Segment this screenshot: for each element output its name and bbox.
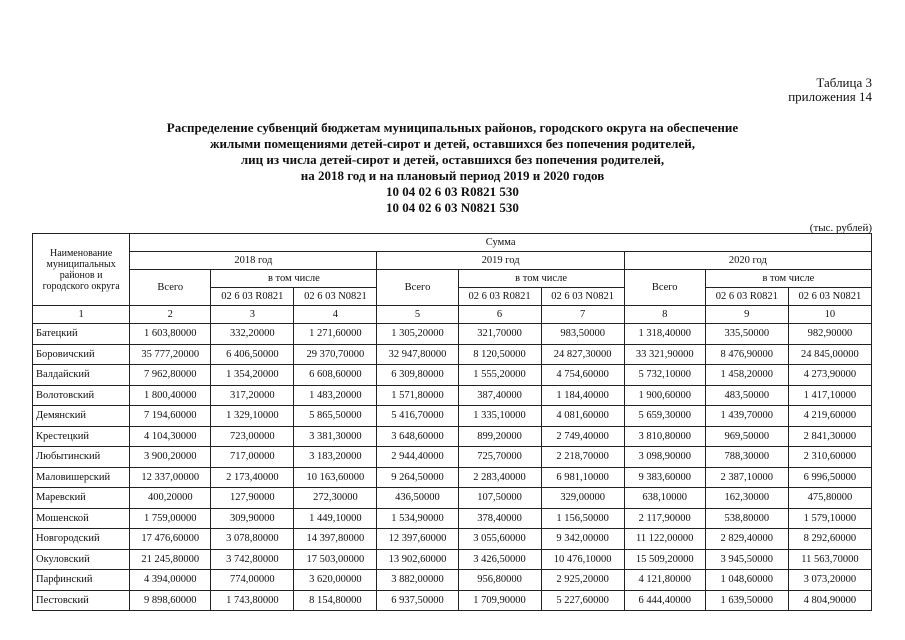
amount-cell: 956,80000 (458, 570, 541, 591)
title-line-2: жилыми помещениями детей-сирот и детей, оставшихся без попечения родителей, (210, 136, 695, 151)
amount-cell: 5 227,60000 (541, 590, 624, 611)
amount-cell: 335,50000 (705, 324, 788, 345)
amount-cell: 4 081,60000 (541, 406, 624, 427)
amount-cell: 33 321,90000 (624, 344, 705, 365)
amount-cell: 3 073,20000 (788, 570, 871, 591)
amount-cell: 9 383,60000 (624, 467, 705, 488)
amount-cell: 9 898,60000 (130, 590, 211, 611)
column-number: 7 (541, 306, 624, 324)
table-row (33, 447, 872, 468)
district-name-cell: Валдайский (33, 365, 130, 386)
amount-cell: 12 337,00000 (130, 467, 211, 488)
amount-cell: 35 777,20000 (130, 344, 211, 365)
amount-cell: 127,90000 (211, 488, 294, 509)
amount-cell: 8 292,60000 (788, 529, 871, 550)
amount-cell: 2 829,40000 (705, 529, 788, 550)
amount-cell: 3 183,20000 (294, 447, 377, 468)
amount-cell: 1 603,80000 (130, 324, 211, 345)
amount-cell: 3 055,60000 (458, 529, 541, 550)
table-number: Таблица 3 (816, 75, 872, 90)
amount-cell: 3 900,20000 (130, 447, 211, 468)
amount-cell: 10 476,10000 (541, 549, 624, 570)
column-number: 2 (130, 306, 211, 324)
amount-cell: 1 335,10000 (458, 406, 541, 427)
table-row (33, 570, 872, 591)
header-name: Наименование муниципальных районов и городского округа (33, 234, 130, 306)
amount-cell: 3 098,90000 (624, 447, 705, 468)
table-row (33, 467, 872, 488)
amount-cell: 3 381,30000 (294, 426, 377, 447)
amount-cell: 107,50000 (458, 488, 541, 509)
amount-cell: 6 996,50000 (788, 467, 871, 488)
header-r0821-2018: 02 6 03 R0821 (211, 288, 294, 306)
column-number: 9 (705, 306, 788, 324)
amount-cell: 1 458,20000 (705, 365, 788, 386)
amount-cell: 969,50000 (705, 426, 788, 447)
amount-cell: 4 104,30000 (130, 426, 211, 447)
table-row (33, 406, 872, 427)
amount-cell: 1 555,20000 (458, 365, 541, 386)
amount-cell: 1 048,60000 (705, 570, 788, 591)
amount-cell: 788,30000 (705, 447, 788, 468)
header-n0821-2018: 02 6 03 N0821 (294, 288, 377, 306)
amount-cell: 2 925,20000 (541, 570, 624, 591)
column-number-row (33, 306, 872, 324)
amount-cell: 3 945,50000 (705, 549, 788, 570)
amount-cell: 5 416,70000 (377, 406, 458, 427)
district-name-cell: Новгородский (33, 529, 130, 550)
amount-cell: 5 865,50000 (294, 406, 377, 427)
title-line-1: Распределение субвенций бюджетам муниципальных районов, городского округа на обеспечение (166, 120, 739, 135)
amount-cell: 1 579,10000 (788, 508, 871, 529)
table-body (33, 324, 872, 611)
amount-cell: 12 397,60000 (377, 529, 458, 550)
amount-cell: 11 122,00000 (624, 529, 705, 550)
table-row (33, 488, 872, 509)
header-year-2019: 2019 год (377, 252, 624, 270)
column-number: 3 (211, 306, 294, 324)
district-name-cell: Маловишерский (33, 467, 130, 488)
amount-cell: 6 406,50000 (211, 344, 294, 365)
amount-cell: 8 154,80000 (294, 590, 377, 611)
amount-cell: 9 342,00000 (541, 529, 624, 550)
table-row (33, 590, 872, 611)
amount-cell: 13 902,60000 (377, 549, 458, 570)
amount-cell: 14 397,80000 (294, 529, 377, 550)
table-caption (788, 76, 872, 104)
amount-cell: 29 370,70000 (294, 344, 377, 365)
title-line-4: на 2018 год и на плановый период 2019 и 2020 годов (300, 168, 605, 183)
header-including-2019: в том числе (458, 270, 624, 288)
header-n0821-2019: 02 6 03 N0821 (541, 288, 624, 306)
units-label: (тыс. рублей) (809, 222, 872, 234)
amount-cell: 378,40000 (458, 508, 541, 529)
amount-cell: 1 329,10000 (211, 406, 294, 427)
amount-cell: 638,10000 (624, 488, 705, 509)
amount-cell: 11 563,70000 (788, 549, 871, 570)
amount-cell: 4 754,60000 (541, 365, 624, 386)
table-row (33, 426, 872, 447)
amount-cell: 1 639,50000 (705, 590, 788, 611)
amount-cell: 1 271,60000 (294, 324, 377, 345)
header-including-2020: в том числе (705, 270, 871, 288)
amount-cell: 725,70000 (458, 447, 541, 468)
amount-cell: 982,90000 (788, 324, 871, 345)
amount-cell: 2 218,70000 (541, 447, 624, 468)
amount-cell: 6 309,80000 (377, 365, 458, 386)
table-row (33, 529, 872, 550)
amount-cell: 4 121,80000 (624, 570, 705, 591)
amount-cell: 3 620,00000 (294, 570, 377, 591)
amount-cell: 1 709,90000 (458, 590, 541, 611)
amount-cell: 1 534,90000 (377, 508, 458, 529)
amount-cell: 1 449,10000 (294, 508, 377, 529)
amount-cell: 3 078,80000 (211, 529, 294, 550)
amount-cell: 1 483,20000 (294, 385, 377, 406)
amount-cell: 332,20000 (211, 324, 294, 345)
amount-cell: 400,20000 (130, 488, 211, 509)
amount-cell: 1 318,40000 (624, 324, 705, 345)
district-name-cell: Любытинский (33, 447, 130, 468)
amount-cell: 1 800,40000 (130, 385, 211, 406)
column-number: 10 (788, 306, 871, 324)
amount-cell: 8 120,50000 (458, 344, 541, 365)
amount-cell: 1 156,50000 (541, 508, 624, 529)
amount-cell: 32 947,80000 (377, 344, 458, 365)
header-n0821-2020: 02 6 03 N0821 (788, 288, 871, 306)
district-name-cell: Маревский (33, 488, 130, 509)
amount-cell: 162,30000 (705, 488, 788, 509)
column-number: 4 (294, 306, 377, 324)
amount-cell: 17 476,60000 (130, 529, 211, 550)
amount-cell: 1 900,60000 (624, 385, 705, 406)
amount-cell: 2 117,90000 (624, 508, 705, 529)
amount-cell: 1 184,40000 (541, 385, 624, 406)
amount-cell: 1 571,80000 (377, 385, 458, 406)
header-total-2020: Всего (624, 270, 705, 306)
header-sum: Сумма (130, 234, 872, 252)
amount-cell: 3 742,80000 (211, 549, 294, 570)
amount-cell: 2 841,30000 (788, 426, 871, 447)
column-number: 8 (624, 306, 705, 324)
header-r0821-2019: 02 6 03 R0821 (458, 288, 541, 306)
amount-cell: 24 827,30000 (541, 344, 624, 365)
amount-cell: 1 417,10000 (788, 385, 871, 406)
amount-cell: 2 283,40000 (458, 467, 541, 488)
table-row (33, 324, 872, 345)
amount-cell: 17 503,00000 (294, 549, 377, 570)
amount-cell: 436,50000 (377, 488, 458, 509)
amount-cell: 4 219,60000 (788, 406, 871, 427)
amount-cell: 1 439,70000 (705, 406, 788, 427)
district-name-cell: Демянский (33, 406, 130, 427)
amount-cell: 9 264,50000 (377, 467, 458, 488)
amount-cell: 2 749,40000 (541, 426, 624, 447)
title-line-6: 10 04 02 6 03 N0821 530 (386, 200, 519, 215)
amount-cell: 4 394,00000 (130, 570, 211, 591)
district-name-cell: Батецкий (33, 324, 130, 345)
title-line-5: 10 04 02 6 03 R0821 530 (386, 184, 519, 199)
district-name-cell: Окуловский (33, 549, 130, 570)
table-header (33, 234, 872, 324)
amount-cell: 3 810,80000 (624, 426, 705, 447)
amount-cell: 717,00000 (211, 447, 294, 468)
title-line-3: лиц из числа детей-сирот и детей, оставшихся без попечения родителей, (240, 152, 665, 167)
amount-cell: 329,00000 (541, 488, 624, 509)
amount-cell: 317,20000 (211, 385, 294, 406)
header-total-2019: Всего (377, 270, 458, 306)
amount-cell: 1 743,80000 (211, 590, 294, 611)
amount-cell: 6 937,50000 (377, 590, 458, 611)
amount-cell: 2 387,10000 (705, 467, 788, 488)
header-total-2018: Всего (130, 270, 211, 306)
table-row (33, 549, 872, 570)
amount-cell: 475,80000 (788, 488, 871, 509)
amount-cell: 723,00000 (211, 426, 294, 447)
amount-cell: 309,90000 (211, 508, 294, 529)
subvention-table (32, 233, 872, 611)
amount-cell: 2 310,60000 (788, 447, 871, 468)
amount-cell: 5 732,10000 (624, 365, 705, 386)
column-number: 5 (377, 306, 458, 324)
amount-cell: 5 659,30000 (624, 406, 705, 427)
amount-cell: 3 882,00000 (377, 570, 458, 591)
amount-cell: 6 444,40000 (624, 590, 705, 611)
header-including-2018: в том числе (211, 270, 377, 288)
table-row (33, 508, 872, 529)
table-row (33, 365, 872, 386)
column-number: 1 (33, 306, 130, 324)
amount-cell: 3 648,60000 (377, 426, 458, 447)
district-name-cell: Пестовский (33, 590, 130, 611)
amount-cell: 4 273,90000 (788, 365, 871, 386)
amount-cell: 483,50000 (705, 385, 788, 406)
amount-cell: 8 476,90000 (705, 344, 788, 365)
amount-cell: 10 163,60000 (294, 467, 377, 488)
amount-cell: 3 426,50000 (458, 549, 541, 570)
amount-cell: 387,40000 (458, 385, 541, 406)
amount-cell: 899,20000 (458, 426, 541, 447)
header-year-2020: 2020 год (624, 252, 871, 270)
table-row (33, 344, 872, 365)
amount-cell: 321,70000 (458, 324, 541, 345)
amount-cell: 1 354,20000 (211, 365, 294, 386)
appendix-number: приложения 14 (788, 89, 872, 104)
amount-cell: 983,50000 (541, 324, 624, 345)
amount-cell: 774,00000 (211, 570, 294, 591)
amount-cell: 24 845,00000 (788, 344, 871, 365)
table-row (33, 385, 872, 406)
column-number: 6 (458, 306, 541, 324)
district-name-cell: Мошенской (33, 508, 130, 529)
amount-cell: 2 944,40000 (377, 447, 458, 468)
district-name-cell: Боровичский (33, 344, 130, 365)
amount-cell: 2 173,40000 (211, 467, 294, 488)
amount-cell: 272,30000 (294, 488, 377, 509)
amount-cell: 7 194,60000 (130, 406, 211, 427)
page-title (0, 120, 905, 216)
amount-cell: 21 245,80000 (130, 549, 211, 570)
amount-cell: 6 608,60000 (294, 365, 377, 386)
amount-cell: 1 305,20000 (377, 324, 458, 345)
amount-cell: 7 962,80000 (130, 365, 211, 386)
header-year-2018: 2018 год (130, 252, 377, 270)
district-name-cell: Волотовский (33, 385, 130, 406)
amount-cell: 4 804,90000 (788, 590, 871, 611)
amount-cell: 538,80000 (705, 508, 788, 529)
district-name-cell: Крестецкий (33, 426, 130, 447)
amount-cell: 6 981,10000 (541, 467, 624, 488)
district-name-cell: Парфинский (33, 570, 130, 591)
amount-cell: 15 509,20000 (624, 549, 705, 570)
amount-cell: 1 759,00000 (130, 508, 211, 529)
header-r0821-2020: 02 6 03 R0821 (705, 288, 788, 306)
